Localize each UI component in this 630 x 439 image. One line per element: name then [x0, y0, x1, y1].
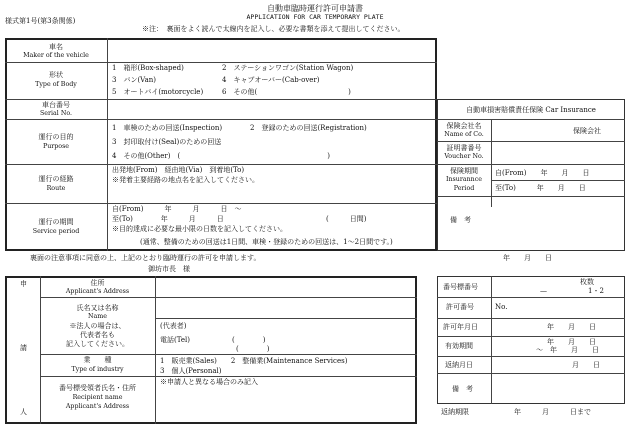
- industry-option-1-2[interactable]: 1 販売業(Sales) 2 整備業(Maintenance Services): [160, 357, 348, 365]
- body-type-option-4[interactable]: 4 キャブオーバー(Cab-over): [222, 76, 320, 84]
- body-type-option-2[interactable]: 2 ステーションワゴン(Station Wagon): [222, 64, 354, 72]
- insurance-period-label-jp: 保険期間: [450, 167, 478, 175]
- insurance-from[interactable]: 自(From) 年 月 日: [495, 169, 590, 177]
- insurance-remarks-label: 備 考: [450, 216, 471, 224]
- permit-number-label: 許可番号: [446, 303, 474, 311]
- body-type-option-5[interactable]: 5 オートバイ(motorcycle): [112, 88, 204, 96]
- name-note-2: 代表者名も: [80, 331, 115, 339]
- applicant-side-2: 請: [20, 344, 27, 352]
- industry-label-jp: 業 種: [83, 356, 112, 364]
- form-note: ※注： 裏面をよく読んで太線内を記入し、必要な書類を添えて提出してください。: [142, 25, 405, 33]
- name-label-jp: 氏名又は名称: [76, 304, 119, 312]
- insurance-company-label-en: Name of Co.: [444, 131, 484, 138]
- plate-count[interactable]: 1・2: [588, 287, 604, 295]
- valid-to[interactable]: ～ 年 月 日: [536, 346, 599, 354]
- recipient-label-en: Recipient name: [72, 394, 123, 401]
- route-label-jp: 運行の経路: [38, 175, 74, 183]
- period-from[interactable]: 自(From) 年 月 日 ～: [112, 205, 242, 213]
- body-type-label-en: Type of Body: [35, 81, 77, 88]
- route-note: ※発着主要経路の地点名を記入してください。: [112, 176, 259, 184]
- plate-number-label: 番号標番号: [443, 283, 478, 291]
- applicant-side-1: 申: [20, 280, 27, 288]
- recipient-label-en-2: Applicant's Address: [65, 403, 130, 410]
- return-deadline-label: 返納期限: [441, 408, 469, 416]
- serial-label-en: Serial No.: [39, 110, 73, 117]
- purpose-option-1[interactable]: 1 車検のための回送(Inspection): [112, 124, 223, 132]
- applicant-section: [5, 276, 417, 424]
- applicant-side-3: 人: [20, 408, 27, 416]
- name-note-1: ※法人の場合は、: [69, 322, 126, 330]
- period-label-jp: 運行の期間: [38, 218, 74, 226]
- return-date-value[interactable]: 月 日: [572, 361, 600, 369]
- declaration-text: 裏面の注意事項に同意の上、上記のとおり臨時運行の許可を申請します。: [30, 254, 261, 262]
- insurance-period-label-en: Insurannce: [446, 176, 482, 183]
- insurance-title: 自動車損害賠償責任保険 Car Insurance: [466, 106, 596, 114]
- recipient-label-jp: 番号標受領者氏名・住所: [59, 384, 136, 392]
- return-deadline-value[interactable]: 年 月 日まで: [514, 408, 591, 416]
- address-label-jp: 住所: [90, 279, 105, 287]
- office-remarks-label: 備 考: [452, 385, 473, 393]
- period-to[interactable]: 至(To) 年 月 日: [112, 215, 224, 223]
- purpose-option-3[interactable]: 3 封印取付け(Seal)のための回送: [112, 138, 222, 146]
- permit-date-label: 許可年月日: [443, 323, 478, 331]
- route-label-en: Route: [46, 185, 66, 192]
- body-type-option-1[interactable]: 1 箱形(Box-shaped): [112, 64, 184, 72]
- maker-input[interactable]: [110, 40, 435, 60]
- route-from-via-to[interactable]: 出発地(From) 経由地(Via) 到着地(To): [112, 166, 245, 174]
- insurance-company-suffix[interactable]: 保険会社: [573, 127, 601, 135]
- permit-date-value[interactable]: 年 月 日: [547, 323, 596, 331]
- name-label-en: Name: [88, 313, 107, 320]
- serial-label-jp: 車台番号: [42, 101, 70, 109]
- permit-number-value[interactable]: No.: [495, 303, 508, 311]
- purpose-label-jp: 運行の目的: [38, 133, 74, 141]
- maker-label-en: Maker of the vehicle: [23, 52, 89, 59]
- period-label-en: Service period: [32, 228, 80, 235]
- plate-dash: —: [540, 287, 547, 295]
- return-date-label: 返納月日: [445, 361, 473, 369]
- serial-input[interactable]: [110, 101, 435, 118]
- voucher-label-en: Voucher No.: [444, 153, 484, 160]
- form-title-en: APPLICATION FOR CAR TEMPORARY PLATE: [246, 13, 384, 21]
- valid-from[interactable]: 年 月 日: [547, 338, 596, 346]
- voucher-label-jp: 証明書番号: [446, 144, 482, 152]
- period-days[interactable]: ( 日間): [326, 215, 367, 223]
- maker-label-jp: 車名: [49, 43, 63, 51]
- insurance-to[interactable]: 至(To) 年 月 日: [495, 184, 586, 192]
- address-label-en: Applicant's Address: [65, 288, 130, 295]
- period-note: ※目的達成に必要な最小限の日数を記入してください。: [112, 225, 287, 233]
- declaration-date[interactable]: 年 月 日: [503, 254, 552, 262]
- form-number: 様式第1号(第3条関係): [5, 17, 76, 25]
- industry-option-3[interactable]: 3 個人(Personal): [160, 367, 222, 375]
- industry-label-en: Type of industry: [71, 366, 124, 373]
- plate-count-label: 枚数: [580, 278, 594, 286]
- tel-field-2[interactable]: ( ): [236, 345, 270, 353]
- representative-label: (代表者): [160, 322, 187, 330]
- insurance-company-label-jp: 保険会社名: [446, 122, 482, 130]
- recipient-note: ※申請人と異なる場合のみ記入: [160, 378, 258, 386]
- body-type-option-6[interactable]: 6 その他( ): [222, 88, 351, 96]
- addressee: 御坊市長 様: [148, 265, 190, 273]
- body-type-label-jp: 形状: [49, 71, 63, 79]
- form-title: 自動車臨時運行許可申請書: [267, 4, 363, 13]
- body-type-option-3[interactable]: 3 バン(Van): [112, 76, 157, 84]
- address-input[interactable]: [158, 278, 414, 296]
- insurance-period-label-en-2: Period: [453, 185, 475, 192]
- tel-field[interactable]: 電話(Tel) ( ): [160, 336, 266, 344]
- purpose-option-4[interactable]: 4 その他(Other) ( ): [112, 152, 330, 160]
- purpose-label-en: Purpose: [42, 143, 70, 150]
- name-note-3: 記入してください。: [66, 340, 129, 348]
- period-note-2: (通常、整備のための回送は1日間、車検・登録のための回送は、1～2日間です。): [140, 238, 393, 246]
- purpose-option-2[interactable]: 2 登録のための回送(Registration): [250, 124, 367, 132]
- valid-period-label: 有効期間: [445, 342, 473, 350]
